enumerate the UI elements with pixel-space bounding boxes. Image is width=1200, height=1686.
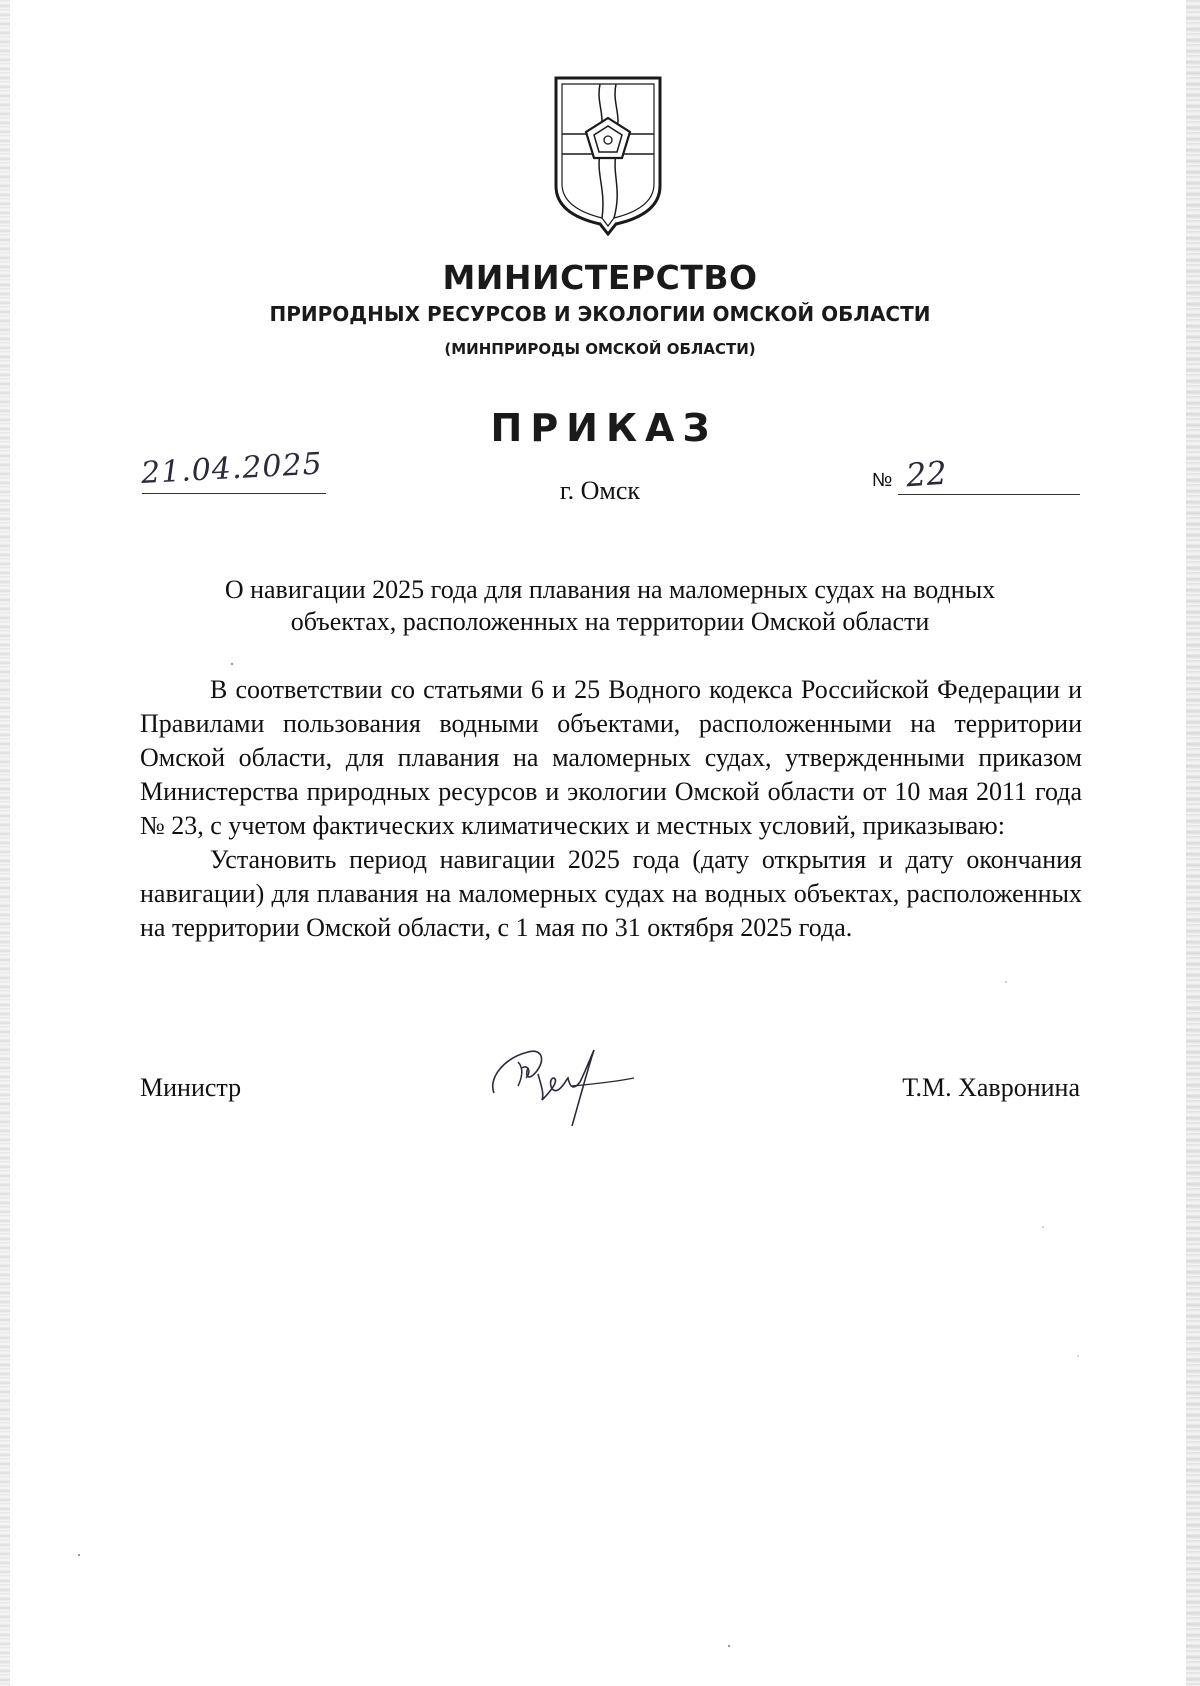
subject-line: О навигации 2025 года для плавания на маломерных судах на водных: [224, 575, 996, 604]
body-paragraph: Установить период навигации 2025 года (дату открытия и дату окончания навигации) для плавания на маломерных судах на водных объектах, расположенных на территории Омской области, с 1 мая по 31 октября 2025 года.: [140, 845, 1082, 942]
organization-full-name: ПРИРОДНЫХ РЕСУРСОВ И ЭКОЛОГИИ ОМСКОЙ ОБЛАСТИ: [269, 302, 931, 326]
body-paragraph: В соответствии со статьями 6 и 25 Водного кодекса Российской Федерации и Правилами пользования водными объектами, расположенными на территории Омской области, для плавания на маломерных судах, утвержденными приказом Министерства природных ресурсов и экологии Омской области от 10 мая 2011 года № 23, с учетом фактических климатических и местных условий, приказываю:: [140, 675, 1082, 840]
document-date: 21.04.2025: [140, 446, 324, 491]
organization-title: МИНИСТЕРСТВО: [442, 258, 758, 297]
organization-short-name: (МИНПРИРОДЫ ОМСКОЙ ОБЛАСТИ): [444, 340, 756, 358]
signer-name: Т.М. Хавронина: [902, 1073, 1080, 1102]
document-number: 22: [904, 453, 948, 495]
signer-position: Министр: [140, 1073, 242, 1102]
document-type: ПРИКАЗ: [490, 406, 718, 450]
document-city: г. Омск: [559, 476, 641, 505]
subject-line: объектах, расположенных на территории Омской области: [290, 607, 930, 636]
number-label: №: [872, 470, 893, 491]
